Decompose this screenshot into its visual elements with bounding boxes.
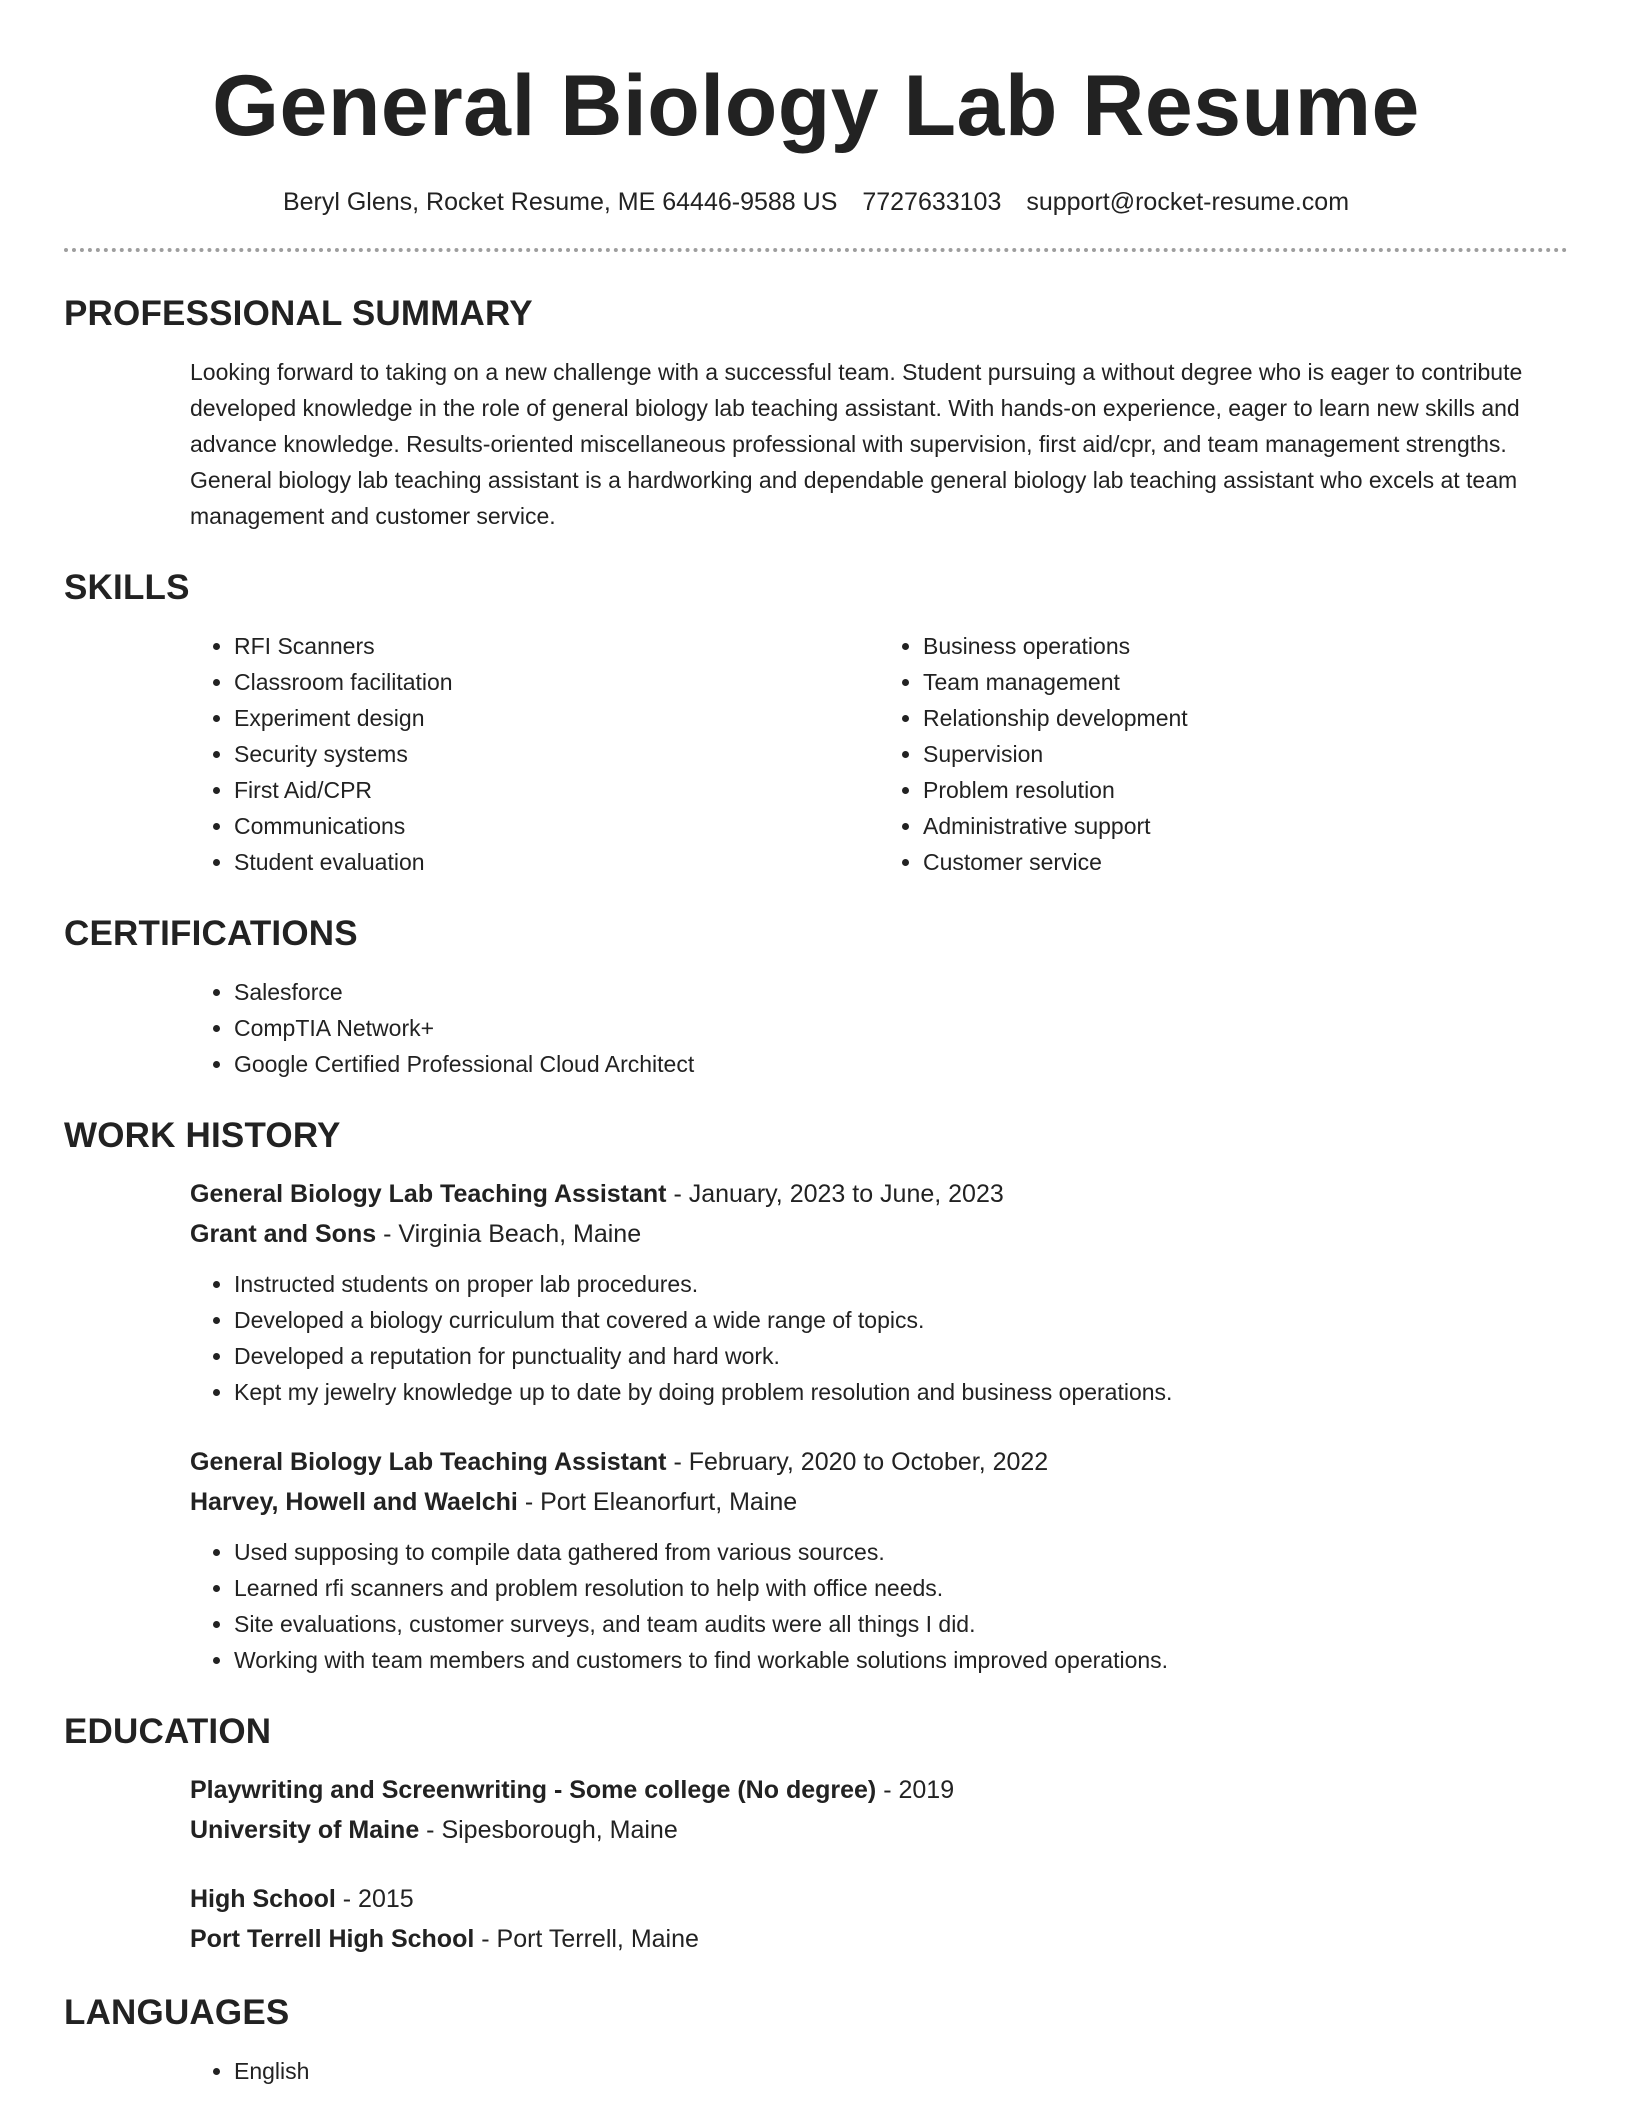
- education-degree: High School: [190, 1885, 336, 1913]
- languages-block: [190, 2053, 1568, 2089]
- skill-item: • Administrative support: [923, 808, 1568, 844]
- job-title-line: [190, 1174, 1568, 1214]
- language-item: • English: [234, 2053, 1568, 2089]
- skills-list-left: [190, 628, 879, 880]
- education-degree-line: [190, 1879, 1568, 1919]
- education-degree-line: [190, 1770, 1568, 1810]
- section-heading-languages: LANGUAGES: [64, 1993, 290, 2032]
- job-dates: - January, 2023 to June, 2023: [666, 1180, 1004, 1208]
- job-role: General Biology Lab Teaching Assistant: [190, 1180, 667, 1208]
- contact-line: [64, 184, 1568, 220]
- languages-section: [64, 1989, 1568, 2089]
- education-school-line: [190, 1810, 1568, 1850]
- skill-item: • RFI Scanners: [234, 628, 879, 664]
- education-entry: [190, 1770, 1568, 1850]
- section-heading-work-history: WORK HISTORY: [64, 1116, 341, 1155]
- contact-phone: 7727633103: [862, 188, 1002, 216]
- job-bullet: • Used supposing to compile data gathered from various sources.: [234, 1534, 1568, 1570]
- job-role: General Biology Lab Teaching Assistant: [190, 1448, 667, 1476]
- education-school-line: [190, 1919, 1568, 1959]
- skill-item: • Business operations: [923, 628, 1568, 664]
- job-location: - Virginia Beach, Maine: [376, 1220, 642, 1248]
- summary-text: Looking forward to taking on a new challenge with a successful team. Student pursuing a without degree who is eager to contribute developed knowledge in the role of general biology lab teaching assistant. With hands-on experience, eager to learn new skills and advance knowledge. Results-oriented miscellaneous professional with supervision, first aid/cpr, and team management strengths. General biology lab teaching assistant is a hardworking and dependable general biology lab teaching assistant who excels at team management and customer service.: [190, 359, 1523, 529]
- education-school: University of Maine: [190, 1816, 420, 1844]
- job-entry: [190, 1174, 1568, 1410]
- education-entry: [190, 1879, 1568, 1959]
- certification-item: • CompTIA Network+: [234, 1010, 1568, 1046]
- skills-columns: [190, 628, 1568, 880]
- skill-item: • Relationship development: [923, 700, 1568, 736]
- skills-list-right: [879, 628, 1568, 880]
- job-bullet: • Developed a reputation for punctuality and hard work.: [234, 1338, 1568, 1374]
- job-bullet: • Site evaluations, customer surveys, and team audits were all things I did.: [234, 1606, 1568, 1642]
- skill-item: • Student evaluation: [234, 844, 879, 880]
- summary-section: [64, 290, 1568, 534]
- certifications-list: [190, 974, 1568, 1082]
- header-divider: [64, 248, 1568, 252]
- certifications-section: [64, 910, 1568, 1082]
- education-location: - Sipesborough, Maine: [419, 1816, 678, 1844]
- section-heading-certifications: CERTIFICATIONS: [64, 914, 358, 953]
- skill-item: • Security systems: [234, 736, 879, 772]
- certifications-block: [190, 974, 1568, 1082]
- skill-item: • Customer service: [923, 844, 1568, 880]
- job-entry: [190, 1442, 1568, 1678]
- section-heading-education: EDUCATION: [64, 1712, 272, 1751]
- education-year: - 2015: [335, 1885, 414, 1913]
- languages-list: [190, 2053, 1568, 2089]
- section-heading-skills: SKILLS: [64, 568, 190, 607]
- certification-item: • Google Certified Professional Cloud Architect: [234, 1046, 1568, 1082]
- education-school: Port Terrell High School: [190, 1925, 475, 1953]
- skill-item: • First Aid/CPR: [234, 772, 879, 808]
- skill-item: • Problem resolution: [923, 772, 1568, 808]
- certification-item: • Salesforce: [234, 974, 1568, 1010]
- skills-section: [64, 564, 1568, 880]
- skill-item: • Communications: [234, 808, 879, 844]
- skill-item: • Team management: [923, 664, 1568, 700]
- work-history-section: [64, 1112, 1568, 1678]
- job-company: Grant and Sons: [190, 1220, 377, 1248]
- education-location: - Port Terrell, Maine: [474, 1925, 699, 1953]
- job-bullets: [190, 1534, 1568, 1678]
- job-bullets: [190, 1266, 1568, 1410]
- job-bullet: • Instructed students on proper lab procedures.: [234, 1266, 1568, 1302]
- contact-address: Beryl Glens, Rocket Resume, ME 64446-9588 US: [282, 188, 838, 216]
- section-heading-summary: PROFESSIONAL SUMMARY: [64, 294, 533, 333]
- education-section: [64, 1708, 1568, 1959]
- job-bullet: • Kept my jewelry knowledge up to date by doing problem resolution and business operations.: [234, 1374, 1568, 1410]
- education-degree: Playwriting and Screenwriting - Some college (No degree): [190, 1776, 877, 1804]
- job-title-line: [190, 1442, 1568, 1482]
- skill-item: • Classroom facilitation: [234, 664, 879, 700]
- contact-email: support@rocket-resume.com: [1026, 188, 1350, 216]
- skill-item: • Supervision: [923, 736, 1568, 772]
- job-company-line: [190, 1482, 1568, 1522]
- job-bullet: • Learned rfi scanners and problem resolution to help with office needs.: [234, 1570, 1568, 1606]
- job-dates: - February, 2020 to October, 2022: [666, 1448, 1049, 1476]
- job-bullet: • Working with team members and customers to find workable solutions improved operations.: [234, 1642, 1568, 1678]
- job-location: - Port Eleanorfurt, Maine: [517, 1488, 798, 1516]
- skill-item: • Experiment design: [234, 700, 879, 736]
- resume-title: General Biology Lab Resume: [212, 58, 1420, 154]
- education-year: - 2019: [876, 1776, 955, 1804]
- job-company: Harvey, Howell and Waelchi: [190, 1488, 518, 1516]
- job-company-line: [190, 1214, 1568, 1254]
- job-bullet: • Developed a biology curriculum that covered a wide range of topics.: [234, 1302, 1568, 1338]
